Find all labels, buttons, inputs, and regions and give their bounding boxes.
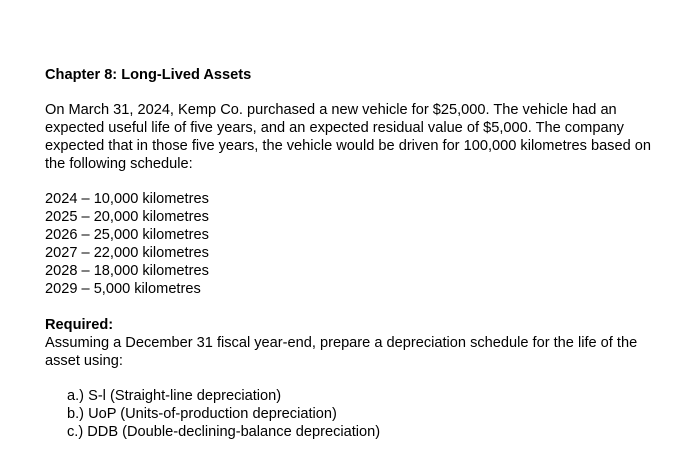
schedule-item: 2027 – 22,000 kilometres xyxy=(45,245,209,261)
schedule-item: 2025 – 20,000 kilometres xyxy=(45,209,209,225)
schedule-item: 2024 – 10,000 kilometres xyxy=(45,191,209,207)
document-page xyxy=(45,66,655,441)
method-item: a.) S-l (Straight-line depreciation) xyxy=(67,388,282,404)
depreciation-methods-list xyxy=(67,387,655,441)
chapter-heading: Chapter 8: Long-Lived Assets xyxy=(45,67,252,83)
method-item: c.) DDB (Double-declining-balance depreciation) xyxy=(67,424,381,440)
schedule-item: 2029 – 5,000 kilometres xyxy=(45,281,201,297)
schedule-item: 2026 – 25,000 kilometres xyxy=(45,227,209,243)
method-item: b.) UoP (Units-of-production depreciation) xyxy=(67,406,337,422)
kilometre-schedule-list xyxy=(45,190,655,298)
required-heading: Required: xyxy=(45,317,114,333)
required-instructions: Assuming a December 31 fiscal year-end, prepare a depreciation schedule for the life of the asset using: xyxy=(45,335,638,369)
problem-paragraph: On March 31, 2024, Kemp Co. purchased a new vehicle for $25,000. The vehicle had an expected useful life of five years, and an expected residual value of $5,000. The company expected that in those five years, the vehicle would be driven for 100,000 kilometres based on the following schedule: xyxy=(45,102,652,172)
schedule-item: 2028 – 18,000 kilometres xyxy=(45,263,209,279)
